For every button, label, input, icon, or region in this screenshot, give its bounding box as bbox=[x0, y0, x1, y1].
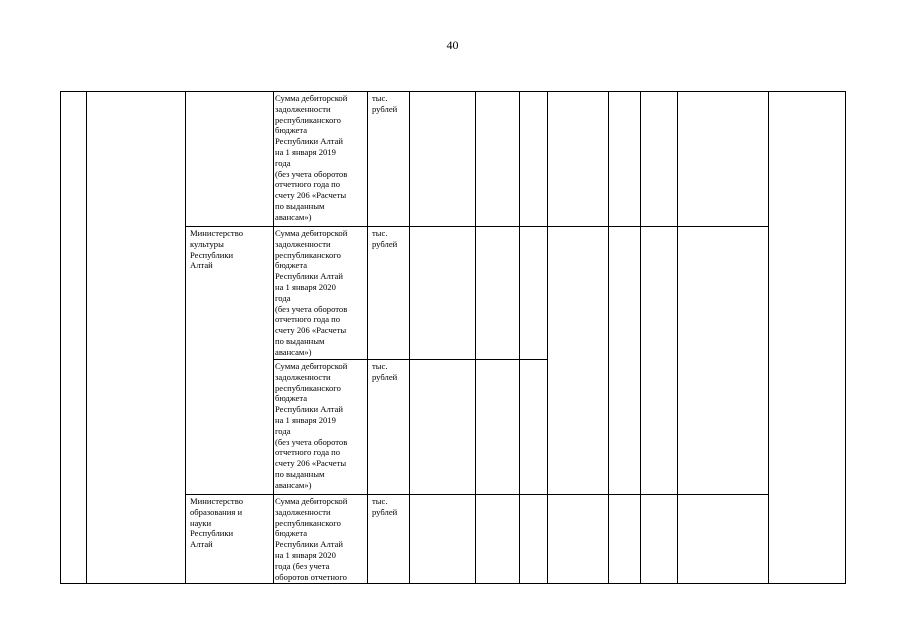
column-divider bbox=[367, 91, 368, 583]
page-number: 40 bbox=[446, 38, 459, 52]
table-border-top bbox=[60, 91, 845, 92]
cell-line: культуры bbox=[190, 238, 224, 249]
cell-line: Республики Алтай bbox=[275, 404, 344, 415]
cell-line: Алтай bbox=[190, 539, 213, 550]
cell-line: бюджета bbox=[275, 260, 308, 271]
cell-line: республиканского bbox=[275, 114, 341, 125]
cell-line: авансам») bbox=[275, 479, 312, 490]
cell-line: науки bbox=[190, 517, 212, 528]
cell-line: Республики bbox=[190, 249, 234, 260]
cell-line: (без учета оборотов bbox=[275, 436, 348, 447]
indicator-cell bbox=[275, 361, 366, 493]
cell-line: рублей bbox=[372, 103, 398, 114]
cell-line: счету 206 «Расчеты bbox=[275, 190, 347, 201]
ministry-cell bbox=[190, 496, 271, 582]
cell-line: республиканского bbox=[275, 249, 341, 260]
cell-line: бюджета bbox=[275, 393, 308, 404]
cell-line: Министерство bbox=[190, 228, 243, 238]
ministry-cell bbox=[190, 228, 271, 358]
cell-line: по выданным bbox=[275, 200, 325, 211]
cell-line: оборотов отчетного bbox=[275, 571, 347, 582]
cell-line: Сумма дебиторской bbox=[275, 361, 348, 371]
table-border-left bbox=[60, 91, 61, 583]
column-divider bbox=[768, 91, 769, 583]
cell-line: Сумма дебиторской bbox=[275, 496, 348, 506]
cell-line: счету 206 «Расчеты bbox=[275, 325, 347, 336]
cell-line: отчетного года по bbox=[275, 179, 341, 190]
column-divider bbox=[519, 91, 520, 583]
cell-line: тыс. bbox=[372, 228, 388, 238]
cell-line: рублей bbox=[372, 238, 398, 249]
column-divider bbox=[475, 91, 476, 583]
cell-line: республиканского bbox=[275, 517, 341, 528]
cell-line: авансам») bbox=[275, 346, 312, 357]
cell-line: на 1 января 2019 bbox=[275, 414, 336, 425]
indicator-cell bbox=[275, 93, 366, 225]
cell-line: Республики bbox=[190, 528, 234, 539]
column-divider bbox=[273, 91, 274, 583]
unit-cell bbox=[372, 496, 408, 582]
row-divider bbox=[185, 494, 768, 495]
cell-line: республиканского bbox=[275, 382, 341, 393]
cell-line: на 1 января 2019 bbox=[275, 146, 336, 157]
unit-cell bbox=[372, 361, 408, 493]
cell-line: задолженности bbox=[275, 238, 331, 249]
cell-line: задолженности bbox=[275, 506, 331, 517]
cell-line: отчетного года по bbox=[275, 447, 341, 458]
cell-line: задолженности bbox=[275, 371, 331, 382]
cell-line: Республики Алтай bbox=[275, 539, 344, 550]
cell-line: Республики Алтай bbox=[275, 271, 344, 282]
column-divider bbox=[547, 91, 548, 583]
cell-line: по выданным bbox=[275, 468, 325, 479]
indicator-cell bbox=[275, 228, 366, 358]
cell-line: рублей bbox=[372, 371, 398, 382]
cell-line: Сумма дебиторской bbox=[275, 228, 348, 238]
cell-line: бюджета bbox=[275, 528, 308, 539]
column-divider bbox=[185, 91, 186, 583]
cell-line: бюджета bbox=[275, 125, 308, 136]
table-border-right bbox=[845, 91, 846, 584]
cell-line: (без учета оборотов bbox=[275, 168, 348, 179]
cell-line: рублей bbox=[372, 506, 398, 517]
cell-line: Алтай bbox=[190, 260, 213, 271]
cell-line: (без учета оборотов bbox=[275, 303, 348, 314]
column-divider bbox=[640, 91, 641, 583]
row-divider bbox=[273, 359, 547, 360]
unit-cell bbox=[372, 228, 408, 358]
cell-line: тыс. bbox=[372, 361, 388, 371]
cell-line: по выданным bbox=[275, 335, 325, 346]
cell-line: года bbox=[275, 157, 291, 168]
cell-line: отчетного года по bbox=[275, 314, 341, 325]
cell-line: тыс. bbox=[372, 496, 388, 506]
table-border-bottom bbox=[60, 583, 845, 584]
cell-line: тыс. bbox=[372, 93, 388, 103]
unit-cell bbox=[372, 93, 408, 225]
row-divider bbox=[185, 226, 768, 227]
column-divider bbox=[677, 91, 678, 583]
cell-line: образования и bbox=[190, 506, 243, 517]
cell-line: года (без учета bbox=[275, 560, 330, 571]
indicator-cell bbox=[275, 496, 366, 582]
cell-line: года bbox=[275, 292, 291, 303]
cell-line: счету 206 «Расчеты bbox=[275, 458, 347, 469]
column-divider bbox=[608, 91, 609, 583]
column-divider bbox=[409, 91, 410, 583]
cell-line: Министерство bbox=[190, 496, 243, 506]
cell-line: авансам») bbox=[275, 211, 312, 222]
cell-line: года bbox=[275, 425, 291, 436]
cell-line: на 1 января 2020 bbox=[275, 281, 336, 292]
cell-line: задолженности bbox=[275, 103, 331, 114]
cell-line: на 1 января 2020 bbox=[275, 549, 336, 560]
cell-line: Сумма дебиторской bbox=[275, 93, 348, 103]
column-divider bbox=[86, 91, 87, 583]
cell-line: Республики Алтай bbox=[275, 136, 344, 147]
